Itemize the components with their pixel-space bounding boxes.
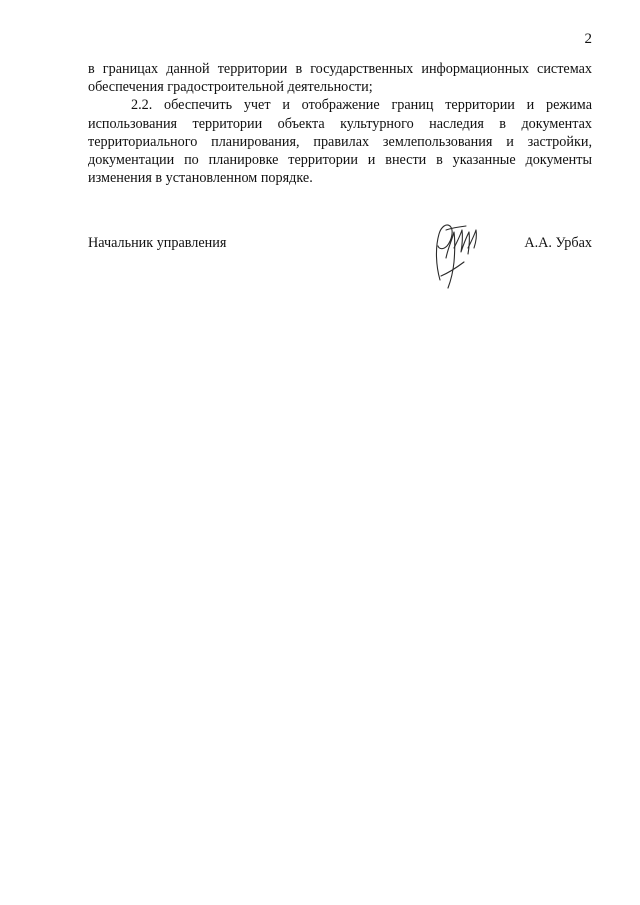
document-body: [88, 60, 592, 187]
page-number: 2: [584, 31, 592, 47]
paragraph-2-2: 2.2. обеспечить учет и отображение границ территории и режима использования территории объекта культурного наследия в документах территориального планирования, правилах землепользования и застройки, документации по планировке территории и внести в указанные документы изменения в установленном порядке.: [88, 97, 592, 187]
paragraph-continuation: в границах данной территории в государственных информационных системах обеспечения градостроительной деятельности;: [88, 61, 592, 96]
signer-name: А.А. Урбах: [524, 235, 592, 251]
signer-position: Начальник управления: [88, 235, 227, 251]
handwritten-signature: [426, 218, 488, 290]
